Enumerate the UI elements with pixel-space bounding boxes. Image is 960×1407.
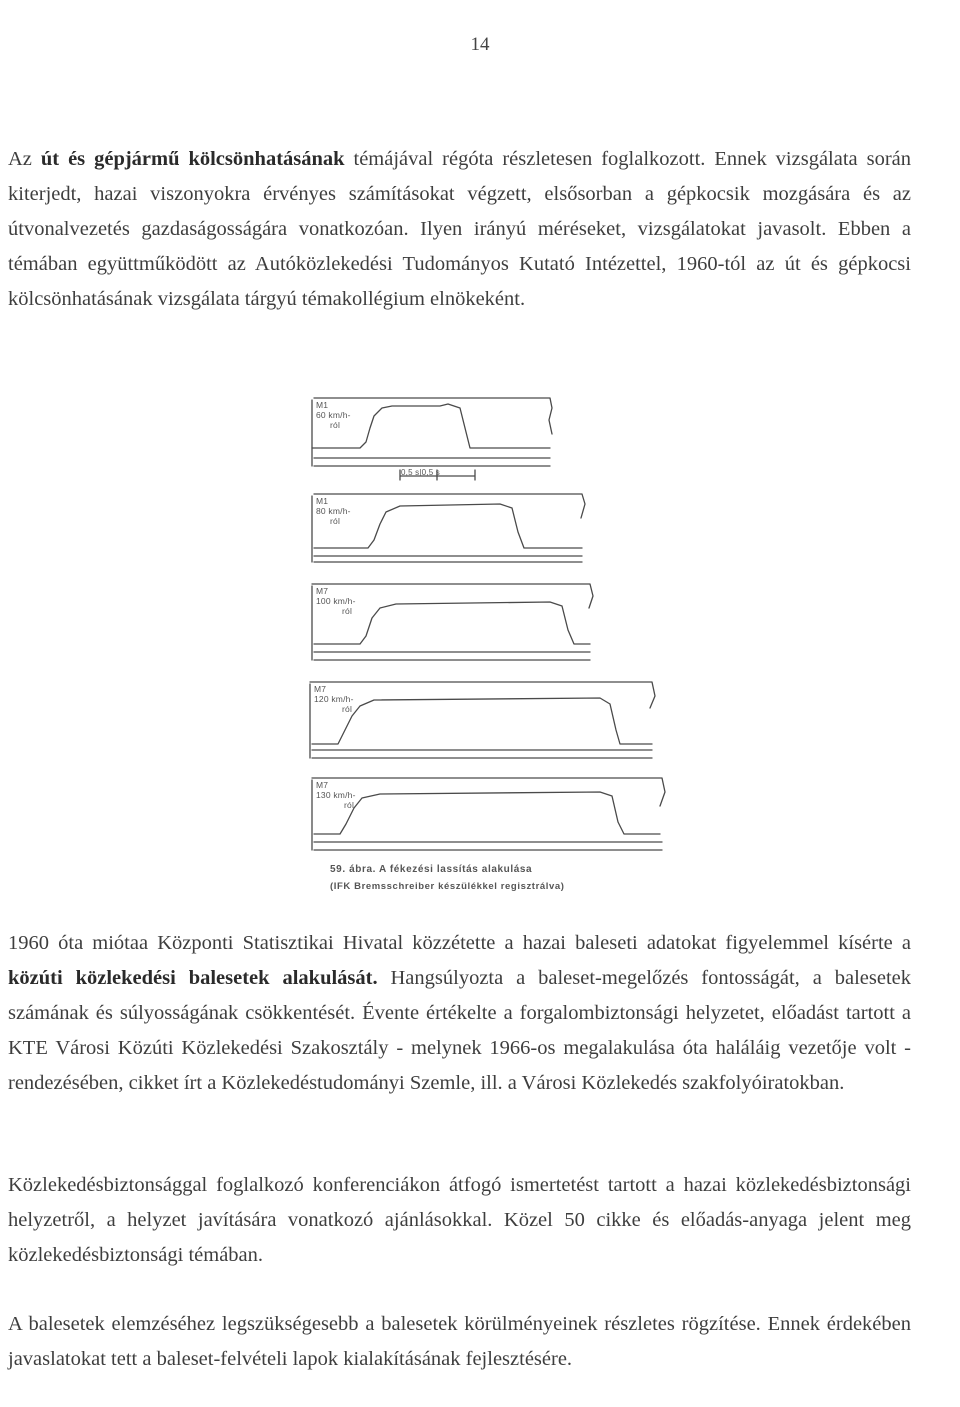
page-number: 14 [470,34,490,55]
trace-3-label: M7 100 km/h- ról [316,586,356,616]
paragraph-conferences: Közlekedésbiztonsággal foglalkozó konferenciákon átfogó ismertetést tartott a hazai közlekedésbiztonsági helyzetről, a helyzet javítására vonatkozó ajánlásokkal. Közel 50 cikke és előadás-anyaga jelent meg közlekedésbiztonsági témában. [8,1174,911,1266]
trace-4-label: M7 120 km/h- ról [314,684,354,714]
figure-caption-source: (IFK Bremsschreiber készülékkel regisztrálva) [330,881,565,892]
trace-2-label: M1 80 km/h- ról [316,496,351,526]
trace-1-label: M1 60 km/h- ról [316,400,351,430]
trace-2 [312,494,585,562]
trace-5-label: M7 130 km/h- ról [316,780,356,810]
paragraph-road-vehicle-interaction: Az út és gépjármű kölcsönhatásának témájával régóta részletesen foglalkozott. Ennek vizsgálata során kiterjedt, hazai viszonyokra érvényes számításokat végzett, elsősorban a gépkocsik mozgására és az útvonalvezetés gazdaságosságára vonatkozóan. Ilyen irányú méréseket, vizsgálatokat javasolt. Ebben a témában együttműködött az Autóközlekedési Tudományos Kutató Intézettel, 1960-tól az út és gépkocsi kölcsönhatásának vizsgálata tárgyú témakollégium elnökeként. [8,148,911,310]
figure-caption-title: 59. ábra. A fékezési lassítás alakulása [330,864,533,875]
braking-deceleration-figure [300,386,670,906]
trace-5 [312,778,665,850]
paragraph-accident-statistics: 1960 óta miótaa Központi Statisztikai Hivatal közzétette a hazai baleseti adatokat figyelemmel kísérte a közúti közlekedési balesetek alakulását. Hangsúlyozta a baleset-megelőzés fontosságát, a balesetek számának és súlyosságának csökkentését. Évente értékelte a forgalombiztonsági helyzetet, előadást tartott a KTE Városi Közúti Közlekedési Szakosztály - melynek 1966-os megalakulása óta haláláig vezetője volt - rendezésében, cikket írt a Közlekedéstudományi Szemle, ill. a Városi Közlekedés szakfolyóiratokban. [8,932,911,1094]
time-scale-label: 0,5 s|0,5 s [401,468,440,477]
paragraph-accident-forms: A balesetek elemzéséhez legszükségesebb a balesetek körülményeinek részletes rögzítése. Ennek érdekében javaslatokat tett a baleset-felvételi lapok kialakításának fejlesztésére. [8,1313,911,1370]
trace-4 [310,682,655,758]
bold-phrase: közúti közlekedési balesetek alakulását. [8,967,378,989]
bold-phrase: út és gépjármű kölcsönhatásának [40,148,345,170]
